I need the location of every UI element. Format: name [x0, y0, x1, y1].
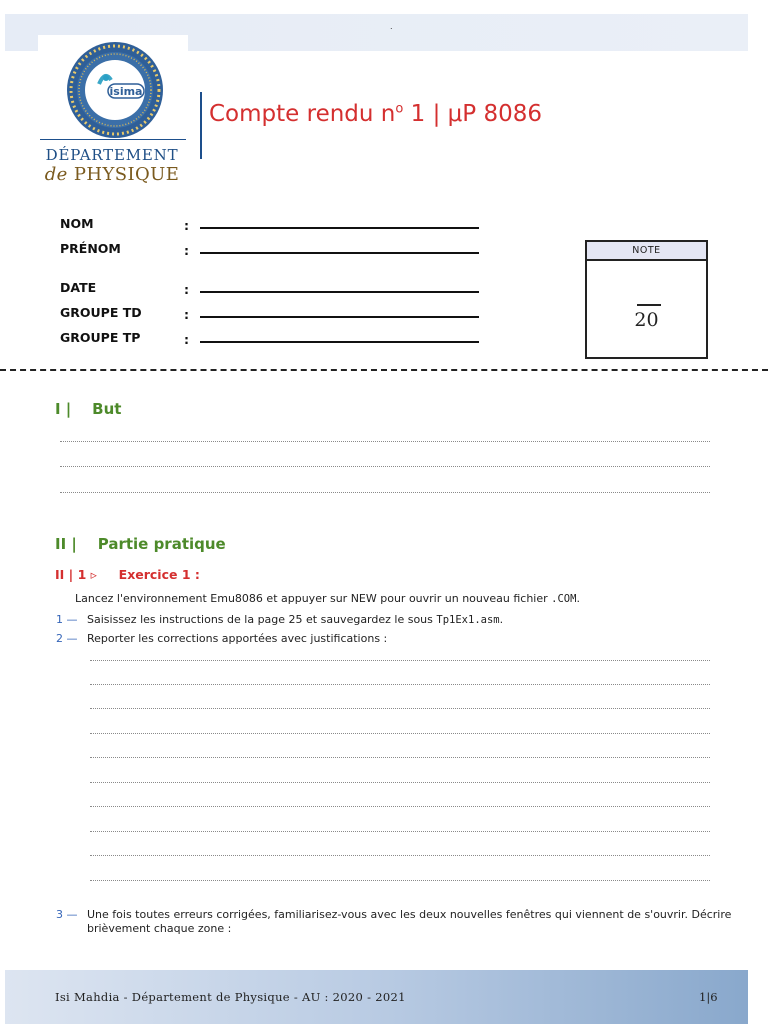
- answer-line[interactable]: [90, 855, 710, 856]
- header-mark: .: [390, 22, 393, 31]
- logo-brand: isima: [109, 85, 143, 98]
- field-colon: :: [184, 332, 189, 347]
- footer-text: Isi Mahdia - Département de Physique - AU : 2020 - 2021: [55, 990, 406, 1004]
- field-colon: :: [184, 243, 189, 258]
- cut-line-divider: [0, 369, 768, 371]
- field-colon: :: [184, 307, 189, 322]
- field-label-nom: NOM: [60, 216, 94, 231]
- item-number: 3 —: [56, 908, 78, 921]
- intro-code: .COM: [551, 593, 577, 605]
- page-number: 1|6: [699, 990, 718, 1004]
- item-text: [87, 613, 503, 626]
- field-line-groupe-td[interactable]: [200, 316, 479, 318]
- item-1-code: Tp1Ex1.asm: [436, 614, 500, 626]
- logo-divider: [40, 139, 186, 140]
- logo-dept-prefix: de: [44, 164, 68, 185]
- item-number: 1 —: [56, 613, 78, 626]
- answer-line[interactable]: [90, 880, 710, 881]
- answer-line[interactable]: [90, 708, 710, 709]
- section-heading-partie-pratique: II | Partie pratique: [55, 535, 226, 553]
- answer-line[interactable]: [60, 492, 710, 493]
- item-number: 2 —: [56, 632, 78, 645]
- page-footer: [5, 970, 748, 1024]
- logo-dept-main: PHYSIQUE: [73, 164, 180, 185]
- grade-box: [585, 240, 708, 359]
- field-colon: :: [184, 282, 189, 297]
- field-label-groupe-td: GROUPE TD: [60, 305, 142, 320]
- title-accent-bar: [200, 92, 202, 159]
- field-line-groupe-tp[interactable]: [200, 341, 479, 343]
- answer-line[interactable]: [90, 831, 710, 832]
- answer-line[interactable]: [60, 441, 710, 442]
- section-heading-but: I | But: [55, 400, 122, 418]
- grade-denominator: 20: [634, 309, 659, 331]
- field-label-date: DATE: [60, 280, 97, 295]
- answer-line[interactable]: [90, 684, 710, 685]
- exercise-intro: [75, 592, 580, 605]
- intro-end: .: [576, 592, 580, 605]
- title-prefix: Compte rendu n: [209, 101, 396, 127]
- answer-line[interactable]: [90, 660, 710, 661]
- intro-text: Lancez l'environnement Emu8086 et appuyer sur NEW pour ouvrir un nouveau fichier: [75, 592, 552, 605]
- field-line-date[interactable]: [200, 291, 479, 293]
- item-1-text: Saisissez les instructions de la page 25 et sauvegardez le sous: [87, 613, 437, 626]
- grade-fraction-bar: [637, 304, 661, 306]
- item-3-line2: brièvement chaque zone :: [87, 922, 232, 935]
- answer-line[interactable]: [90, 757, 710, 758]
- field-line-prenom[interactable]: [200, 252, 479, 254]
- isima-seal-icon: [61, 40, 169, 148]
- answer-line[interactable]: [90, 806, 710, 807]
- logo-dept-line2: [42, 164, 182, 185]
- item-3-line1: Une fois toutes erreurs corrigées, familiarisez-vous avec les deux nouvelles fenêtres qui viennent de s'ouvrir. Décrire: [87, 908, 732, 921]
- field-label-prenom: PRÉNOM: [60, 241, 121, 256]
- answer-line[interactable]: [60, 466, 710, 467]
- field-colon: :: [184, 218, 189, 233]
- subsection-heading-exercice-1: II | 1 ▹ Exercice 1 :: [55, 567, 200, 582]
- grade-box-label: NOTE: [587, 242, 706, 261]
- document-title: [209, 101, 542, 127]
- logo-dept-line1: DÉPARTEMENT: [45, 146, 179, 164]
- field-label-groupe-tp: GROUPE TP: [60, 330, 141, 345]
- title-superscript: o: [395, 101, 404, 117]
- field-line-nom[interactable]: [200, 227, 479, 229]
- item-1-end: .: [499, 613, 504, 626]
- institution-logo: [38, 35, 188, 187]
- title-rest: 1 | μP 8086: [403, 101, 542, 127]
- answer-line[interactable]: [90, 782, 710, 783]
- answer-line[interactable]: [90, 733, 710, 734]
- item-2-text: Reporter les corrections apportées avec justifications :: [87, 632, 388, 645]
